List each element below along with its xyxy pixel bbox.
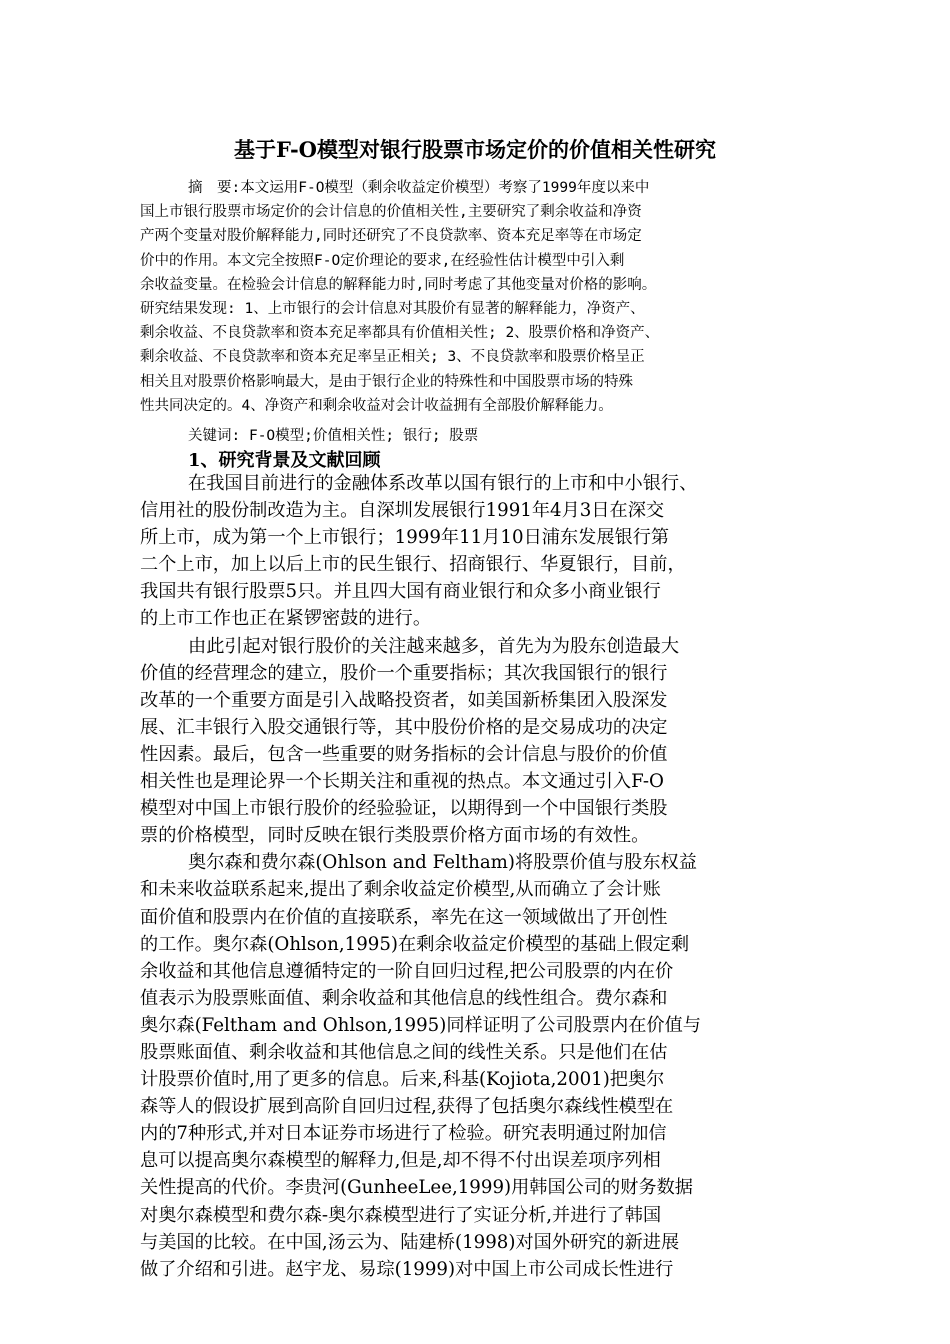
body-line: 票的价格模型，同时反映在银行类股票价格方面市场的有效性。	[140, 825, 650, 847]
section-heading: 1、研究背景及文献回顾	[188, 450, 381, 471]
body-line: 内的7种形式,并对日本证券市场进行了检验。研究表明通过附加信	[140, 1123, 667, 1145]
abstract-line: 剩余收益、不良贷款率和资本充足率呈正相关; 3、不良贷款率和股票价格呈正	[140, 349, 645, 366]
abstract-line: 相关且对股票价格影响最大，是由于银行企业的特殊性和中国股票市场的特殊	[140, 373, 633, 390]
body-line: 模型对中国上市银行股价的经验验证，以期得到一个中国银行类股	[140, 798, 668, 820]
abstract-line: 研究结果发现: 1、上市银行的会计信息对其股价有显著的解释能力，净资产、	[140, 300, 645, 317]
abstract-line: 价中的作用。本文完全按照F-O定价理论的要求,在经验性估计模型中引入剩	[140, 252, 625, 269]
abstract-line: 剩余收益、不良贷款率和资本充足率都具有价值相关性; 2、股票价格和净资产、	[140, 325, 660, 342]
body-line: 奥尔森和费尔森(Ohlson and Feltham)将股票价值与股东权益	[188, 852, 697, 874]
body-line: 展、汇丰银行入股交通银行等，其中股份价格的是交易成功的决定	[140, 716, 668, 738]
abstract-line: 性共同决定的。4、净资产和剩余收益对会计收益拥有全部股价解释能力。	[140, 397, 613, 414]
body-line: 做了介绍和引进。赵宇龙、易琮(1999)对中国上市公司成长性进行	[140, 1258, 674, 1280]
body-line: 和未来收益联系起来,提出了剩余收益定价模型,从而确立了会计账	[140, 879, 661, 901]
body-line: 息可以提高奥尔森模型的解释力,但是,却不得不付出误差项序列相	[140, 1150, 661, 1172]
body-line: 由此引起对银行股价的关注越来越多，首先为为股东创造最大	[188, 635, 680, 657]
body-line: 改革的一个重要方面是引入战略投资者，如美国新桥集团入股深发	[140, 689, 668, 711]
body-line: 值表示为股票账面值、剩余收益和其他信息的线性组合。费尔森和	[140, 987, 668, 1009]
body-line: 二个上市，加上以后上市的民生银行、招商银行、华夏银行，目前，	[140, 554, 686, 576]
abstract	[140, 176, 820, 418]
body-line: 相关性也是理论界一个长期关注和重视的热点。本文通过引入F-O	[140, 771, 664, 793]
body-line: 余收益和其他信息遵循特定的一阶自回归过程,把公司股票的内在价	[140, 960, 674, 982]
abstract-line: 摘 要:本文运用F-O模型（剩余收益定价模型）考察了1999年度以来中	[188, 180, 650, 196]
body-line: 所上市，成为第一个上市银行；1999年11月10日浦东发展银行第	[140, 527, 670, 549]
body-line: 与美国的比较。在中国,汤云为、陆建桥(1998)对国外研究的新进展	[140, 1231, 680, 1253]
body-line: 计股票价值时,用了更多的信息。后来,科基(Kojiota,2001)把奥尔	[140, 1069, 665, 1091]
body-line: 价值的经营理念的建立，股价一个重要指标；其次我国银行的银行	[140, 662, 668, 684]
body-line: 性因素。最后，包含一些重要的财务指标的会计信息与股价的价值	[140, 743, 668, 765]
body-line: 股票账面值、剩余收益和其他信息之间的线性关系。只是他们在估	[140, 1041, 668, 1063]
body-line: 关性提高的代价。李贵河(GunheeLee,1999)用韩国公司的财务数据	[140, 1177, 693, 1199]
body-line: 信用社的股份制改造为主。自深圳发展银行1991年4月3日在深交	[140, 500, 665, 522]
body-line: 的上市工作也正在紧锣密鼓的进行。	[140, 608, 432, 630]
body-line: 对奥尔森模型和费尔森-奥尔森模型进行了实证分析,并进行了韩国	[140, 1204, 662, 1226]
abstract-line: 国上市银行股票市场定价的会计信息的价值相关性,主要研究了剩余收益和净资	[140, 204, 642, 221]
body-line: 森等人的假设扩展到高阶自回归过程,获得了包括奥尔森线性模型在	[140, 1096, 674, 1118]
keywords: 关键词: F-O模型;价值相关性; 银行; 股票	[188, 428, 479, 444]
body-line: 奥尔森(Feltham and Ohlson,1995)同样证明了公司股票内在价值与	[140, 1014, 701, 1036]
body-line: 在我国目前进行的金融体系改革以国有银行的上市和中小银行、	[188, 473, 698, 494]
body-line: 的工作。奥尔森(Ohlson,1995)在剩余收益定价模型的基础上假定剩	[140, 933, 690, 955]
abstract-line: 产两个变量对股价解释能力,同时还研究了不良贷款率、资本充足率等在市场定	[140, 228, 642, 245]
body-line: 面价值和股票内在价值的直接联系，率先在这一领域做出了开创性	[140, 906, 668, 928]
body-line: 我国共有银行股票5只。并且四大国有商业银行和众多小商业银行	[140, 581, 661, 603]
abstract-line: 余收益变量。在检验会计信息的解释能力时,同时考虑了其他变量对价格的影响。	[140, 276, 657, 293]
document-title: 基于F-O模型对银行股票市场定价的价值相关性研究	[234, 137, 716, 162]
body-text	[140, 470, 820, 1283]
